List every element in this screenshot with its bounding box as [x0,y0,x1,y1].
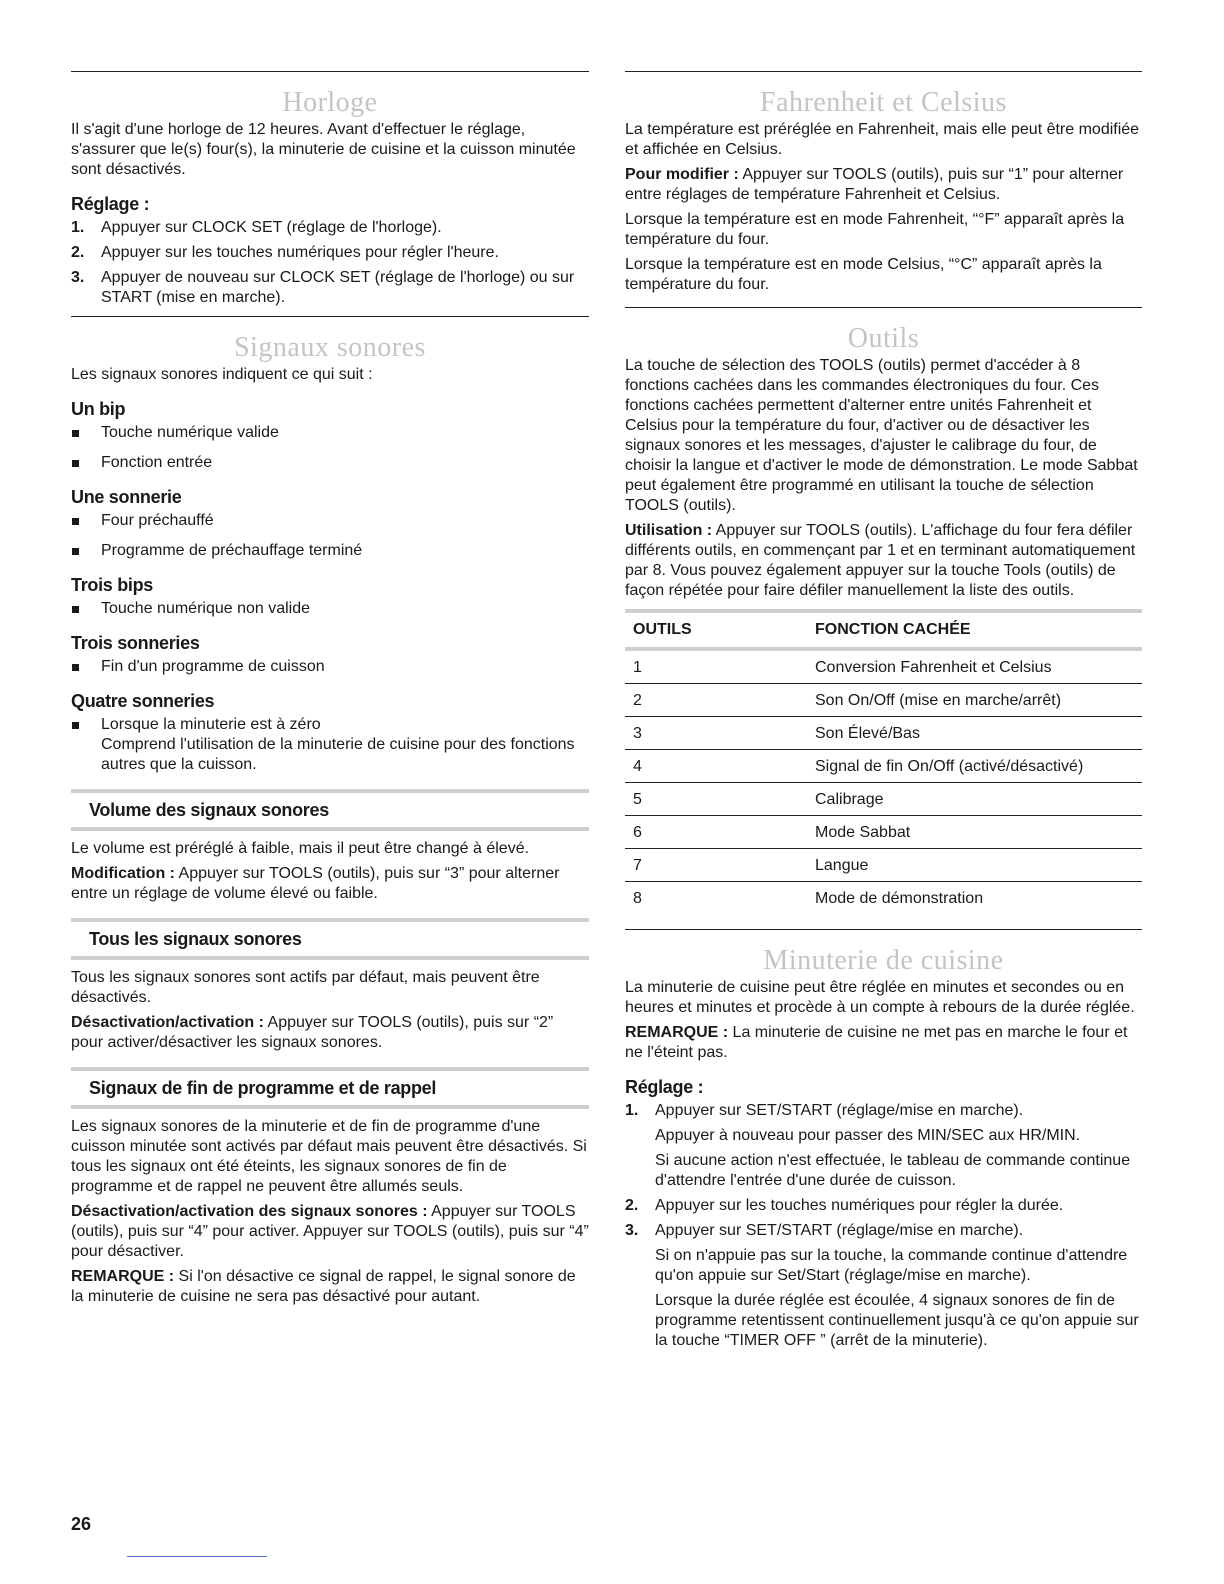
text: Appuyer sur TOOLS (outils), puis sur “2” pour activer/désactiver les signaux sonores. [71,1014,554,1051]
section-title-minuterie: Minuterie de cuisine [763,945,1004,976]
step-number: 3. [625,1222,639,1239]
list-item [71,715,589,775]
fahrenheit-p4: Lorsque la température est en mode Celsius, “°C” apparaît après la température du four. [625,256,1102,293]
list-item [71,243,589,263]
table-cell: 8 [625,882,807,930]
group-heading: Un bip [71,399,126,419]
list-item: Fin d'un programme de cuisson [71,657,589,677]
step-number: 2. [625,1197,639,1214]
label: Modification : [71,865,175,882]
item-text: Lorsque la minuterie est à zéro [101,716,321,733]
table-row [625,750,1142,783]
step-text: Appuyer sur SET/START (réglage/mise en marche). [655,1222,1024,1239]
list-item [625,1101,1142,1191]
table-cell: Calibrage [807,783,1142,816]
label: Utilisation : [625,522,713,539]
fahrenheit-p3: Lorsque la température est en mode Fahrenheit, “°F” apparaît après la température du four. [625,211,1125,248]
fin-p3 [71,1267,589,1307]
footer-rule [127,1556,267,1557]
step-number: 1. [625,1102,639,1119]
table-cell: Son On/Off (mise en marche/arrêt) [807,684,1142,717]
table-cell: Mode de démonstration [807,882,1142,930]
list-item: Touche numérique non valide [71,599,589,619]
step-number: 1. [71,219,85,236]
tous-p1: Tous les signaux sonores sont actifs par défaut, mais peuvent être désactivés. [71,969,540,1006]
table-cell: Langue [807,849,1142,882]
step-subtext: Lorsque la durée réglée est écoulée, 4 signaux sonores de fin de programme retentissent continuellement jusqu'à ce qu'on appuie sur la touche “TIMER OFF ” (arrêt de la minuterie). [655,1292,1139,1349]
left-column [71,71,589,1312]
table-cell: Son Élevé/Bas [807,717,1142,750]
table-cell: 6 [625,816,807,849]
table-row [625,849,1142,882]
bullet-list [71,715,589,775]
table-row [625,816,1142,849]
table-cell: 3 [625,717,807,750]
table-row [625,684,1142,717]
section-title-signaux: Signaux sonores [234,332,426,363]
page-number: 26 [71,1514,92,1534]
fahrenheit-p2 [625,165,1142,205]
table-cell: 5 [625,783,807,816]
outils-p1: La touche de sélection des TOOLS (outils) permet d'accéder à 8 fonctions cachées dans les commandes électroniques du four. Ces fonctions cachées permettent d'alterner entre unités Fahrenheit et Celsius pour la température du four, d'activer ou de désactiver les signaux sonores et les messages, d'ajuster le calibrage du four, de choisir la langue et d'activer le mode de démonstration. Le mode Sabbat peut également être programmé en utilisant la touche de sélection TOOLS (outils). [625,357,1138,514]
list-item [71,218,589,238]
group-heading: Quatre sonneries [71,691,215,711]
text: Si l'on désactive ce signal de rappel, le signal sonore de la minuterie de cuisine ne sera pas désactivé pour autant. [71,1268,576,1305]
section-rule [625,71,1142,72]
step-subtext: Si on n'appuie pas sur la touche, la commande continue d'attendre qu'on appuie sur Set/Start (réglage/mise en marche). [655,1247,1128,1284]
step-number: 3. [71,269,85,286]
minuterie-p1: La minuterie de cuisine peut être réglée en minutes et secondes ou en heures et minutes et procède à un compte à rebours de la durée réglée. [625,979,1135,1016]
step-subtext: Si aucune action n'est effectuée, le tableau de commande continue d'attendre l'entrée d'une durée de cuisson. [655,1152,1131,1189]
section-title-outils: Outils [847,323,920,354]
text: Appuyer sur TOOLS (outils). L'affichage du four fera défiler différents outils, en commençant par 1 et en terminant automatiquement par 8. Vous pouvez également appuyer sur la touche Tools (outils) de façon répétée pour faire défiler manuellement la liste des outils. [625,522,1136,599]
label: Désactivation/activation des signaux sonores : [71,1203,428,1220]
table-row [625,783,1142,816]
item-text: Comprend l'utilisation de la minuterie de cuisine pour des fonctions autres que la cuisson. [101,736,575,773]
bullet-list [71,511,589,561]
section-rule [625,307,1142,308]
bullet-list [71,657,589,677]
minuterie-reglage-heading: Réglage : [625,1077,704,1097]
label: Pour modifier : [625,166,739,183]
section-rule [71,316,589,317]
column-header: FONCTION CACHÉE [807,611,1142,649]
step-text: Appuyer sur SET/START (réglage/mise en marche). [655,1102,1024,1119]
table-cell: 2 [625,684,807,717]
section-title-horloge: Horloge [282,87,378,118]
group-heading: Trois sonneries [71,633,200,653]
table-cell: 4 [625,750,807,783]
table-row [625,649,1142,684]
label: REMARQUE : [71,1268,175,1285]
list-item: Four préchauffé [71,511,589,531]
fin-p2 [71,1202,589,1262]
fin-p1: Les signaux sonores de la minuterie et de fin de programme d'une cuisson minutée sont activés par défaut mais peuvent être désactivés. Si tous les signaux ont été éteints, les signaux sonores de fin de programme et de rappel ne peuvent être allumés seuls. [71,1118,587,1195]
list-item [625,1221,1142,1351]
table-row [625,717,1142,750]
step-text: Appuyer de nouveau sur CLOCK SET (réglage de l'horloge) ou sur START (mise en marche). [101,269,575,306]
text: Appuyer sur TOOLS (outils), puis sur “1” pour alterner entre réglages de température Fahrenheit et Celsius. [625,166,1124,203]
label: Désactivation/activation : [71,1014,264,1031]
table-cell: Signal de fin On/Off (activé/désactivé) [807,750,1142,783]
minuterie-p2 [625,1023,1142,1063]
step-text: Appuyer sur les touches numériques pour régler la durée. [655,1197,1064,1214]
group-heading: Une sonnerie [71,487,182,507]
label: REMARQUE : [625,1024,729,1041]
right-column [625,71,1142,1356]
horloge-steps [71,218,589,308]
list-item: Touche numérique valide [71,423,589,443]
volume-p1: Le volume est préréglé à faible, mais il peut être changé à élevé. [71,840,530,857]
column-header: OUTILS [625,611,807,649]
minuterie-steps [625,1101,1142,1351]
volume-p2 [71,864,589,904]
step-subtext: Appuyer à nouveau pour passer des MIN/SEC aux HR/MIN. [655,1127,1081,1144]
text: Appuyer sur TOOLS (outils), puis sur “3” pour alterner entre un réglage de volume élevé ou faible. [71,865,560,902]
table-cell: Mode Sabbat [807,816,1142,849]
list-item: Programme de préchauffage terminé [71,541,589,561]
table-row [625,882,1142,930]
text: Appuyer sur TOOLS (outils), puis sur “4” pour activer. Appuyer sur TOOLS (outils), puis sur “4” pour désactiver. [71,1203,589,1260]
band-heading-fin: Signaux de fin de programme et de rappel [71,1067,589,1109]
step-text: Appuyer sur les touches numériques pour régler l'heure. [101,244,499,261]
list-item [71,268,589,308]
table-header-row [625,611,1142,649]
horloge-reglage-heading: Réglage : [71,194,150,214]
band-heading-tous: Tous les signaux sonores [71,918,589,960]
tous-p2 [71,1013,589,1053]
text: La minuterie de cuisine ne met pas en marche le four et ne l'éteint pas. [625,1024,1128,1061]
tools-table [625,609,1142,930]
fahrenheit-p1: La température est préréglée en Fahrenheit, mais elle peut être modifiée et affichée en Celsius. [625,121,1140,158]
step-text: Appuyer sur CLOCK SET (réglage de l'horloge). [101,219,442,236]
group-heading: Trois bips [71,575,154,595]
table-cell: 7 [625,849,807,882]
table-cell: 1 [625,649,807,684]
table-cell: Conversion Fahrenheit et Celsius [807,649,1142,684]
horloge-intro: Il s'agit d'une horloge de 12 heures. Avant d'effectuer le réglage, s'assurer que le(s) four(s), la minuterie de cuisine et la cuisson minutée sont désactivés. [71,121,576,178]
signaux-intro: Les signaux sonores indiquent ce qui suit : [71,366,373,383]
band-heading-volume: Volume des signaux sonores [71,789,589,831]
section-rule [71,71,589,72]
bullet-list [71,599,589,619]
bullet-list [71,423,589,473]
section-title-fahrenheit: Fahrenheit et Celsius [760,87,1007,118]
step-number: 2. [71,244,85,261]
list-item: Fonction entrée [71,453,589,473]
outils-p2 [625,521,1142,601]
list-item [625,1196,1142,1216]
